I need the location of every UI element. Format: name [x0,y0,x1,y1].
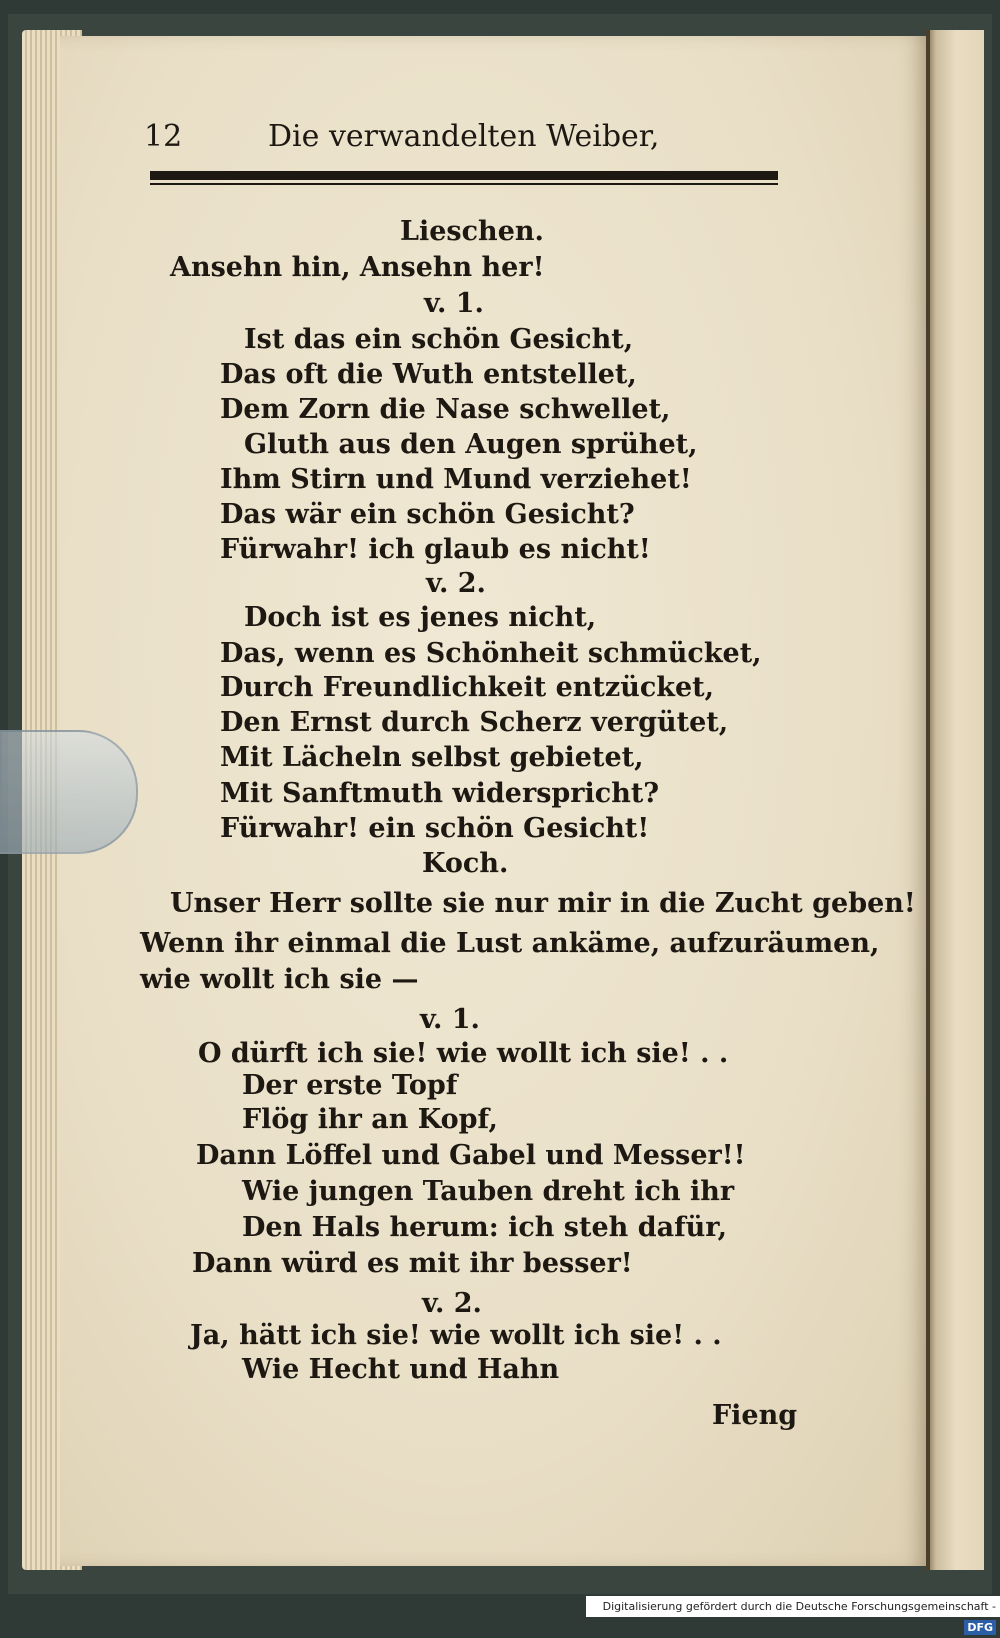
verse-line: Wie Hecht und Hahn [242,1354,560,1385]
verse-number: v. 2. [426,568,486,599]
digitization-credit [586,1596,1000,1634]
verse-line: Fürwahr! ich glaub es nicht! [220,534,651,565]
verse-line: Fürwahr! ein schön Gesicht! [220,813,650,844]
dfg-logo: DFG [964,1620,996,1635]
verse-line: Das wär ein schön Gesicht? [220,499,635,530]
speaker-lieschen: Lieschen. [400,216,544,247]
verse-line: Das oft die Wuth entstellet, [220,359,637,390]
verse-line: Dann würd es mit ihr besser! [192,1248,633,1279]
prose-line: Wenn ihr einmal die Lust ankäme, aufzuräumen, [140,928,880,959]
verse-line: Mit Lächeln selbst gebietet, [220,742,644,773]
prose-line: wie wollt ich sie — [140,964,419,995]
verse-line: Ja, hätt ich sie! wie wollt ich sie! . . [190,1320,722,1351]
verse-line: Doch ist es jenes nicht, [244,602,597,633]
verse-line: Der erste Topf [242,1070,458,1101]
verse-line: Mit Sanftmuth widerspricht? [220,778,660,809]
verse-number: v. 1. [424,288,484,319]
page-number: 12 [144,119,183,154]
text-line: Ansehn hin, Ansehn her! [170,252,545,283]
verse-line: Flög ihr an Kopf, [242,1104,498,1135]
verse-line: Wie jungen Tauben dreht ich ihr [242,1176,735,1207]
verse-line: Ihm Stirn und Mund verziehet! [220,464,692,495]
verse-line: Ist das ein schön Gesicht, [244,324,634,355]
verse-line: Gluth aus den Augen sprühet, [244,429,698,460]
verse-line: Den Ernst durch Scherz vergütet, [220,707,729,738]
verse-number: v. 2. [422,1288,482,1319]
verse-line: Dann Löffel und Gabel und Messer!! [196,1140,746,1171]
verse-number: v. 1. [420,1004,480,1035]
verse-line: Dem Zorn die Nase schwellet, [220,394,671,425]
header-rule-thick [150,171,778,180]
verse-line: Den Hals herum: ich steh dafür, [242,1212,727,1243]
verse-line: Das, wenn es Schönheit schmücket, [220,638,762,669]
verse-line: Durch Freundlichkeit entzücket, [220,672,715,703]
prose-line: Unser Herr sollte sie nur mir in die Zucht geben! [170,888,916,919]
header-rule-thin [150,183,778,185]
speaker-koch: Koch. [422,848,509,879]
running-title: Die verwandelten Weiber, [268,119,660,154]
catchword: Fieng [712,1400,798,1431]
credit-text: Digitalisierung gefördert durch die Deutsche Forschungsgemeinschaft - [602,1600,996,1613]
verse-line: O dürft ich sie! wie wollt ich sie! . . [198,1038,729,1069]
